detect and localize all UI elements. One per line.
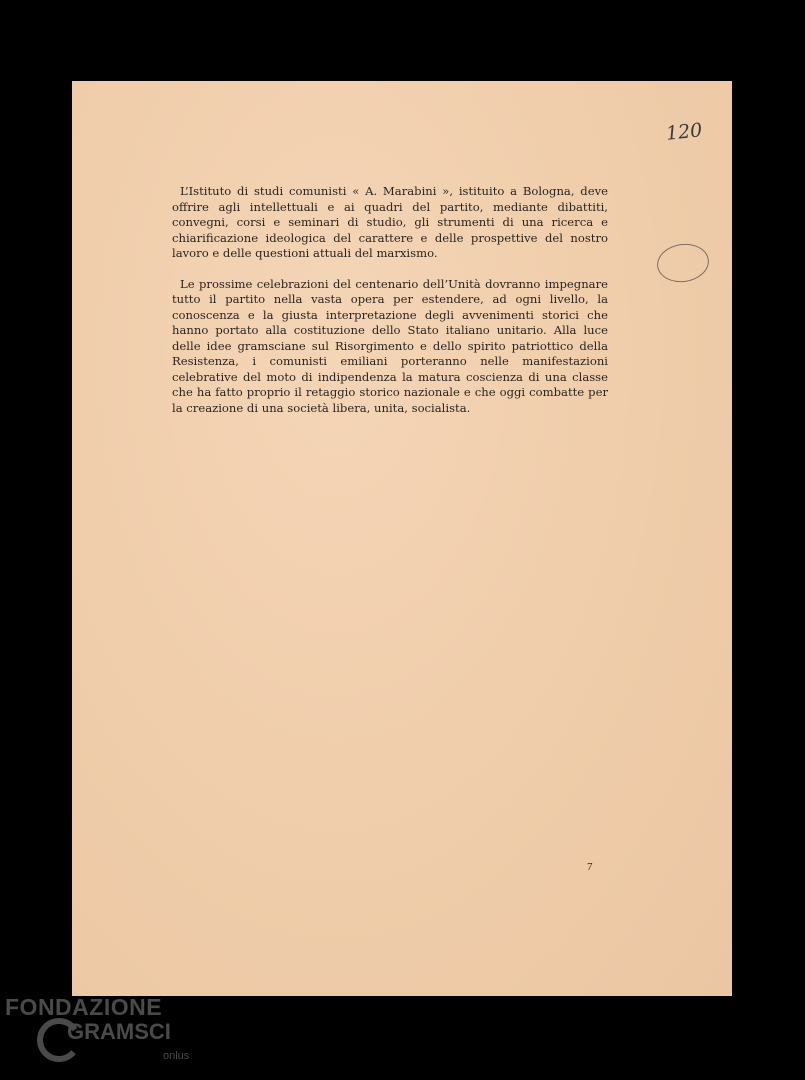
paragraph-2: Le prossime celebrazioni del centenario dell’Unità dovranno impegnare tutto il partito nella vasta opera per estendere, ad ogni livello, la conoscenza e la giusta interpretazione degli avvenimenti storici che hanno portato alla costituzione dello Stato italiano unitario. Alla luce delle idee gramsciane sul Risorgimento e dello spirito patriottico della Resistenza, i comunisti emiliani porteranno nelle manifestazioni celebrative del moto di indipendenza la matura coscienza di una classe che ha fatto proprio il retaggio storico nazionale e che oggi combatte per la creazione di una società libera, unita, socialista. [172, 276, 608, 415]
body-text [172, 184, 608, 431]
paragraph-1: L’Istituto di studi comunisti « A. Marabini », istituito a Bologna, deve offrire agli intellettuali e ai quadri del partito, mediante dibattiti, convegni, corsi e seminari di studio, gli strumenti di una ricerca e chiarificazione ideologica del carattere e delle prospettive del nostro lavoro e delle questioni attuali del marxismo. [172, 184, 608, 260]
logo-graphic [5, 993, 205, 1073]
page-number: 7 [587, 861, 593, 873]
folio-circle [655, 241, 712, 286]
logo-line2: GRAMSCI [67, 1019, 171, 1044]
document-page [72, 81, 732, 996]
logo-line1: FONDAZIONE [5, 994, 163, 1020]
fondazione-gramsci-logo [5, 993, 205, 1073]
logo-line3: onlus [163, 1050, 190, 1062]
folio-number: 120 [664, 119, 704, 145]
